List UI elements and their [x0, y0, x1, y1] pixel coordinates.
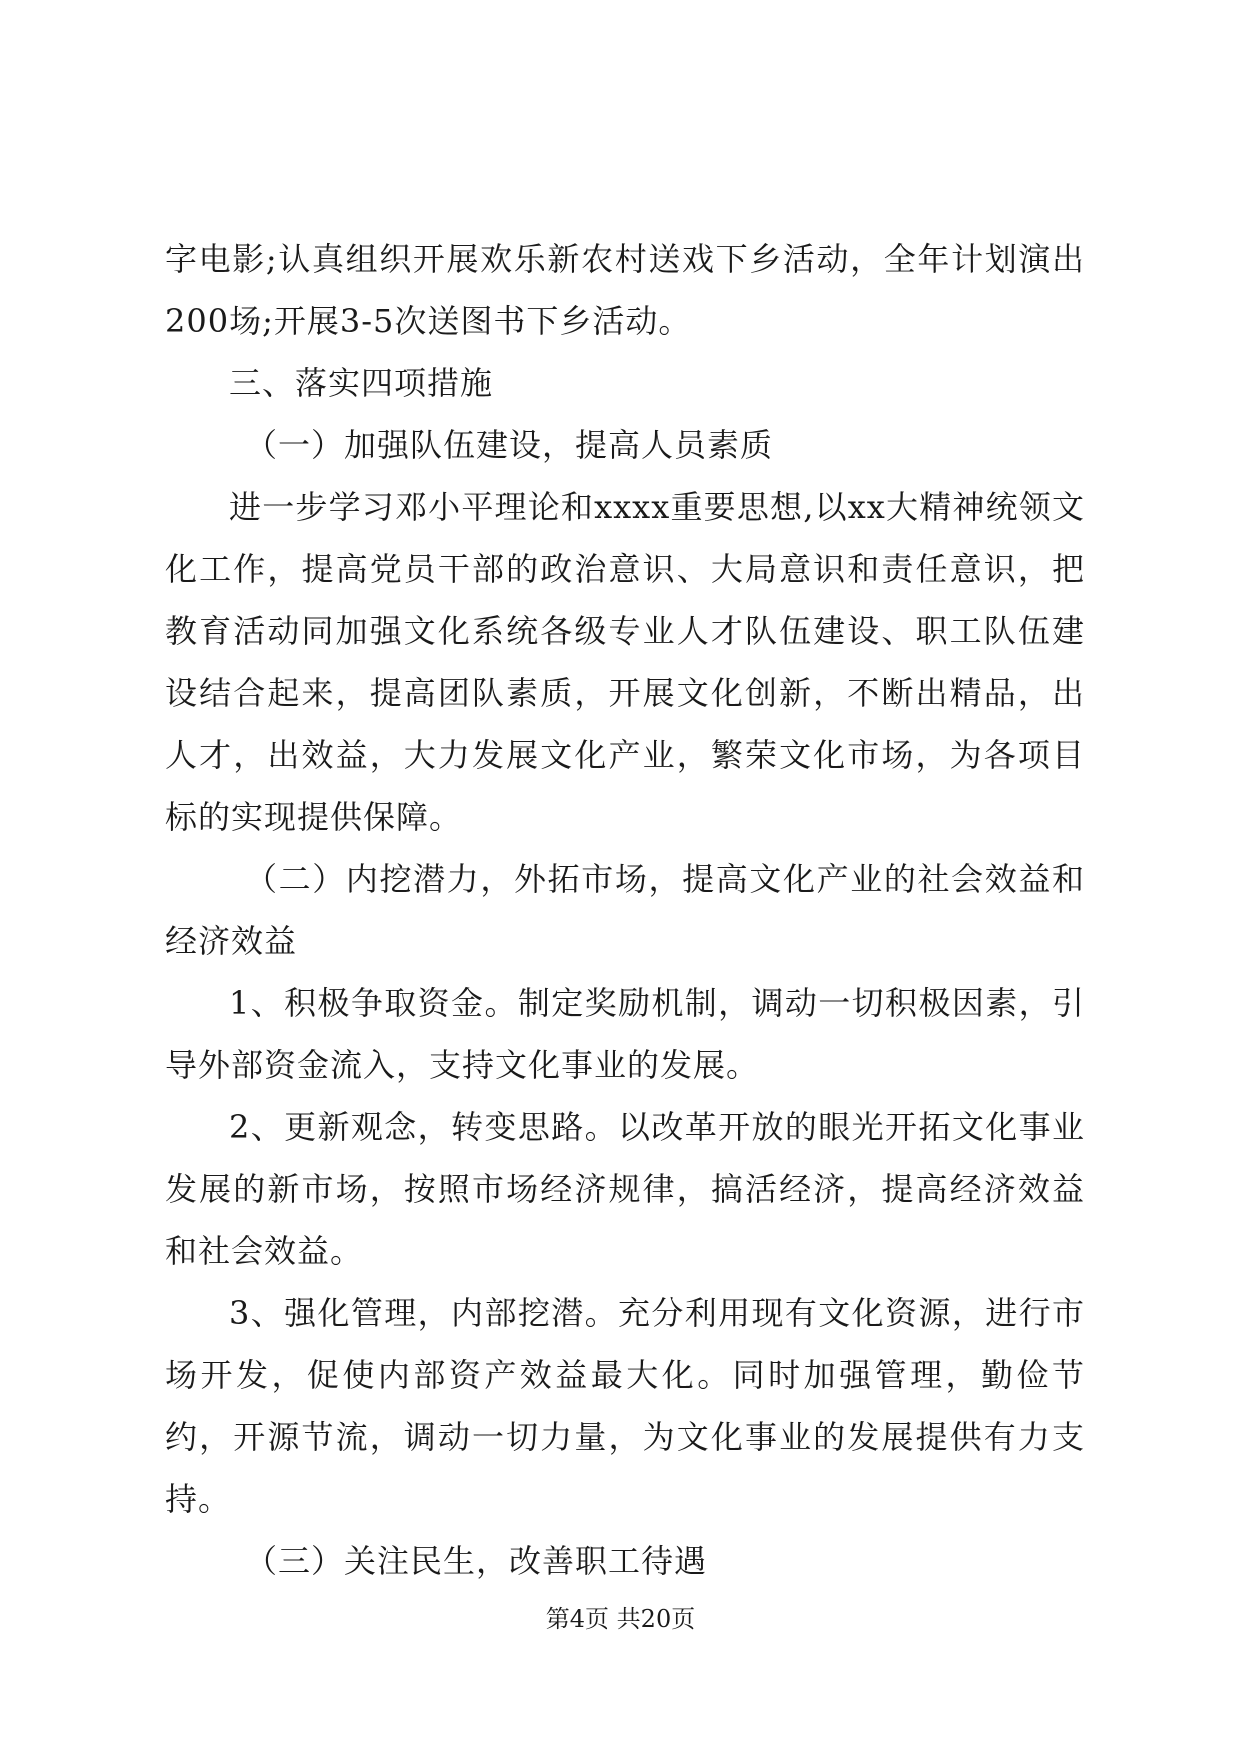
- sub-heading-1: （一）加强队伍建设，提高人员素质: [245, 426, 774, 464]
- paragraph-continuation: 字电影;认真组织开展欢乐新农村送戏下乡活动，全年计划演出200场;开展3-5次送图书下乡活动。: [165, 240, 1085, 340]
- section-heading-3: 三、落实四项措施: [229, 364, 494, 402]
- sub-heading-3: （三）关注民生，改善职工待遇: [245, 1542, 708, 1580]
- paragraph-item-1: 1、积极争取资金。制定奖励机制，调动一切积极因素，引导外部资金流入，支持文化事业的发展。: [165, 984, 1085, 1084]
- paragraph-item-3: 3、强化管理，内部挖潜。充分利用现有文化资源，进行市场开发，促使内部资产效益最大化。同时加强管理，勤俭节约，开源节流，调动一切力量，为文化事业的发展提供有力支持。: [165, 1294, 1085, 1518]
- paragraph-item-2: 2、更新观念，转变思路。以改革开放的眼光开拓文化事业发展的新市场，按照市场经济规律，搞活经济，提高经济效益和社会效益。: [165, 1108, 1085, 1270]
- paragraph-team-building: 进一步学习邓小平理论和xxxx重要思想,以xx大精神统领文化工作，提高党员干部的政治意识、大局意识和责任意识，把教育活动同加强文化系统各级专业人才队伍建设、职工队伍建设结合起来，提高团队素质，开展文化创新，不断出精品，出人才，出效益，大力发展文化产业，繁荣文化市场，为各项目标的实现提供保障。: [165, 488, 1085, 836]
- document-body: [165, 228, 1085, 1592]
- page-footer: 第4页 共20页: [545, 1605, 696, 1633]
- sub-heading-2: （二）内挖潜力，外拓市场，提高文化产业的社会效益和经济效益: [165, 860, 1085, 960]
